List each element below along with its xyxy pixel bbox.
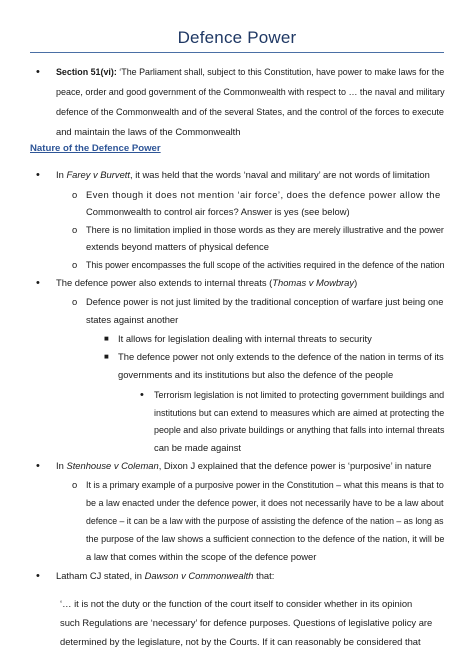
stenhouse-pre: In (56, 460, 67, 471)
sub4-line-1: Defence power is not just limited by the traditional conception of warfare just being one (86, 296, 444, 307)
sq2-line-2: governments and its institutions but also the defence of the people (118, 369, 394, 380)
internal-post: ) (354, 277, 358, 288)
sub4-line-2: states against another (86, 314, 179, 325)
title-underline (30, 52, 444, 53)
circle-bullet-icon: o (72, 296, 78, 307)
internal-pre: The defence power also extends to internal threats ( (56, 277, 273, 288)
stenhouse-line (56, 460, 431, 472)
quote-line-3: determined by the legislature, not by the Courts. If it can reasonably be considered that (60, 636, 421, 647)
case-name: Thomas v Mowbray (272, 277, 355, 288)
farey-post: , it was held that the words ‘naval and military’ are not words of limitation (130, 169, 430, 180)
sub1-line-1: Even though it does not mention ‘air force’, does the defence power allow the (86, 189, 441, 200)
bullet-icon: • (36, 169, 40, 181)
bullet-icon: • (36, 277, 40, 289)
farey-line (56, 169, 430, 181)
latham-post: that: (253, 570, 275, 581)
sub2-line-1: There is no limitation implied in those words as they are merely illustrative and the power (86, 224, 444, 235)
quote-line-2: such Regulations are ‘necessary’ for defence purposes. Questions of legislative policy are (60, 617, 433, 628)
internal-line (56, 277, 357, 289)
circle-bullet-icon: o (72, 189, 78, 200)
case-name: Dawson v Commonwealth (144, 570, 254, 581)
terror-line-3: people and also private buildings or anything that falls into internal threats (154, 424, 445, 435)
circle-bullet-icon: o (72, 259, 78, 270)
quote-line-1: ‘… it is not the duty or the function of the court itself to consider whether in its opinion (60, 598, 413, 609)
sub5-line-2: be a law enacted under the defence power, it does not necessarily have to be a law about (86, 497, 444, 508)
case-name: Farey v Burvett (66, 169, 130, 180)
square-bullet-icon: ■ (104, 334, 109, 343)
section-label: Section 51(vi): (56, 66, 117, 77)
sub5-line-4: the purpose of the law shows a sufficient connection to the defence of the nation, it will be (86, 533, 445, 544)
circle-bullet-icon: o (72, 224, 78, 235)
section-51-line-4: and maintain the laws of the Commonwealth (56, 126, 241, 137)
sub2-line-2: extends beyond matters of physical defence (86, 241, 269, 252)
bullet-icon: • (36, 460, 40, 472)
section-51-line-3: defence of the Commonwealth and of the several States, and the control of the forces to execute (56, 106, 444, 117)
sub5-line-3: defence – it can be a law with the purpose of assisting the defence of the nation – as long as (86, 515, 444, 526)
section-text-1: ‘The Parliament shall, subject to this Constitution, have power to make laws for the (119, 66, 445, 77)
sub5-line-1: It is a primary example of a purposive power in the Constitution – what this means is that to (86, 479, 444, 490)
sq1-line: It allows for legislation dealing with internal threats to security (118, 333, 372, 344)
section-heading: Nature of the Defence Power (30, 143, 161, 154)
bullet-icon: • (36, 570, 40, 582)
latham-pre: Latham CJ stated, in (56, 570, 145, 581)
bullet-icon: • (140, 389, 144, 401)
sub5-line-5: a law that comes within the scope of the defence power (86, 551, 317, 562)
sub3-line: This power encompasses the full scope of the activities required in the defence of the nation (86, 259, 445, 270)
sub1-line-2: Commonwealth to control air forces? Answer is yes (see below) (86, 206, 350, 217)
circle-bullet-icon: o (72, 479, 78, 490)
latham-line (56, 570, 274, 582)
sq2-line-1: The defence power not only extends to the defence of the nation in terms of its (118, 351, 444, 362)
terror-line-1: Terrorism legislation is not limited to protecting government buildings and (154, 389, 445, 400)
farey-pre: In (56, 169, 67, 180)
bullet-icon: • (36, 66, 40, 78)
square-bullet-icon: ■ (104, 352, 109, 361)
page-title: Defence Power (177, 28, 297, 47)
terror-line-2: institutions but can extend to measures which are aimed at protecting the (154, 407, 445, 418)
section-51-line-2: peace, order and good government of the Commonwealth with respect to … the naval and military (56, 86, 445, 97)
section-51-line-1 (56, 66, 444, 78)
case-name: Stenhouse v Coleman (66, 460, 159, 471)
terror-line-4: can be made against (154, 442, 242, 453)
stenhouse-post: , Dixon J explained that the defence power is ‘purposive’ in nature (158, 460, 432, 471)
